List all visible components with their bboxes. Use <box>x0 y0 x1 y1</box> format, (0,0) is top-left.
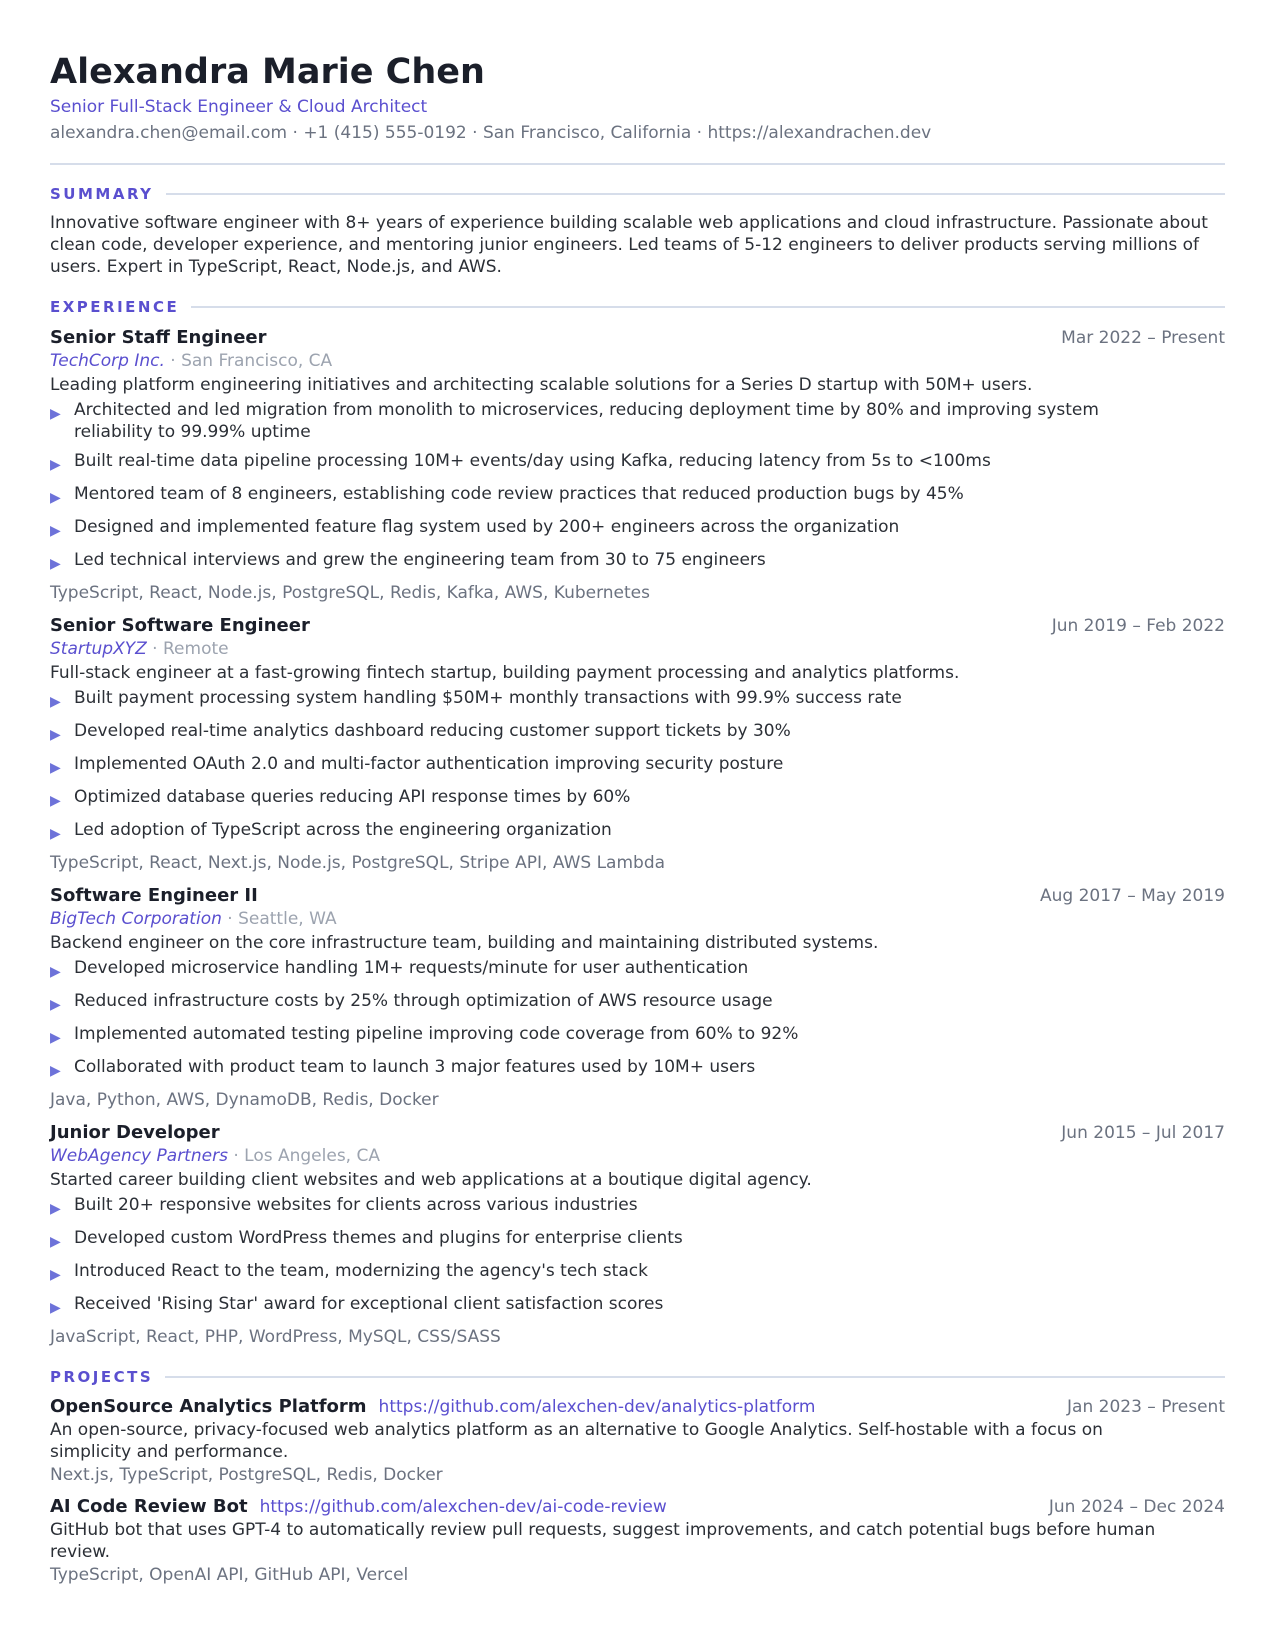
achievement-item <box>50 483 1225 509</box>
job-dates: Jun 2019 – Feb 2022 <box>1051 616 1225 636</box>
triangle-right-icon: ▶ <box>50 1300 61 1316</box>
job-title: Software Engineer II <box>50 885 258 906</box>
job-dates: Aug 2017 – May 2019 <box>1040 886 1225 906</box>
header-divider <box>50 163 1225 165</box>
achievement-text: Introduced React to the team, modernizing the agency's tech stack <box>74 1261 648 1281</box>
triangle-right-icon: ▶ <box>50 556 61 572</box>
achievement-list <box>50 687 1225 845</box>
company-name: WebAgency Partners <box>50 1146 228 1166</box>
achievement-item <box>50 1227 1225 1253</box>
job-dates: Jun 2015 – Jul 2017 <box>1061 1123 1225 1143</box>
achievement-item <box>50 819 1225 845</box>
achievement-list <box>50 957 1225 1082</box>
job-title: Senior Software Engineer <box>50 615 310 636</box>
job-header <box>50 614 1225 638</box>
project-name: OpenSource Analytics Platform <box>50 1396 367 1417</box>
project-description: An open-source, privacy-focused web analytics platform as an alternative to Google Analytics. Self-hostable with a focus on simplicity and performance. <box>50 1420 1103 1462</box>
company-name: StartupXYZ <box>50 639 147 659</box>
project-entry <box>50 1495 1225 1586</box>
project-dates: Jan 2023 – Present <box>1067 1397 1225 1417</box>
achievement-item <box>50 786 1225 812</box>
achievement-list <box>50 1194 1225 1319</box>
experience-section-header <box>50 298 1225 316</box>
tech-stack: TypeScript, React, Node.js, PostgreSQL, Redis, Kafka, AWS, Kubernetes <box>50 583 650 603</box>
separator-dot: · <box>227 1146 245 1166</box>
achievement-text: Collaborated with product team to launch 3 major features used by 10M+ users <box>74 1057 756 1077</box>
achievement-text: Mentored team of 8 engineers, establishing code review practices that reduced production bugs by 45% <box>74 484 964 504</box>
tech-stack: TypeScript, React, Next.js, Node.js, PostgreSQL, Stripe API, AWS Lambda <box>50 853 666 873</box>
project-title-group <box>50 1495 667 1519</box>
section-title-summary: SUMMARY <box>50 185 154 203</box>
job-header <box>50 884 1225 908</box>
triangle-right-icon: ▶ <box>50 1267 61 1283</box>
project-header <box>50 1495 1225 1519</box>
job-location: San Francisco, CA <box>181 351 333 371</box>
triangle-right-icon: ▶ <box>50 1234 61 1250</box>
job-description: Backend engineer on the core infrastructure team, building and maintaining distributed systems. <box>50 933 879 953</box>
projects-list <box>50 1395 1225 1586</box>
achievement-text: Led technical interviews and grew the engineering team from 30 to 75 engineers <box>74 550 766 570</box>
triangle-right-icon: ▶ <box>50 694 61 710</box>
achievement-item <box>50 516 1225 542</box>
achievement-text: Developed microservice handling 1M+ requests/minute for user authentication <box>74 958 749 978</box>
tech-stack: Java, Python, AWS, DynamoDB, Redis, Docker <box>50 1090 439 1110</box>
achievement-text: Architected and led migration from monolith to microservices, reducing deployment time by 80% and improving system reliability to 99.99% uptime <box>74 400 1099 442</box>
separator-dot: · <box>164 351 182 371</box>
job-entry <box>50 884 1225 1111</box>
job-title: Junior Developer <box>50 1122 220 1143</box>
section-divider <box>166 193 1225 195</box>
triangle-right-icon: ▶ <box>50 760 61 776</box>
achievement-text: Developed custom WordPress themes and plugins for enterprise clients <box>74 1228 683 1248</box>
triangle-right-icon: ▶ <box>50 523 61 539</box>
candidate-role: Senior Full-Stack Engineer & Cloud Architect <box>50 97 428 117</box>
section-divider <box>191 306 1225 308</box>
achievement-text: Built real-time data pipeline processing 10M+ events/day using Kafka, reducing latency from 5s to <100ms <box>74 451 991 471</box>
triangle-right-icon: ▶ <box>50 1201 61 1217</box>
summary-text: Innovative software engineer with 8+ years of experience building scalable web applications and cloud infrastructure. Passionate about clean code, developer experience, and mentoring junior engineers. Led teams of 5-12 engineers to deliver products serving millions of users. Expert in TypeScript, React, Node.js, and AWS. <box>50 213 1208 277</box>
project-entry <box>50 1395 1225 1486</box>
project-name: AI Code Review Bot <box>50 1496 248 1517</box>
separator-dot: · <box>146 639 163 659</box>
triangle-right-icon: ▶ <box>50 727 61 743</box>
job-description: Leading platform engineering initiatives and architecting scalable solutions for a Series D startup with 50M+ users. <box>50 375 1033 395</box>
achievement-item <box>50 957 1225 983</box>
project-link[interactable]: https://github.com/alexchen-dev/analytics-platform <box>378 1397 816 1417</box>
triangle-right-icon: ▶ <box>50 793 61 809</box>
projects-section-header <box>50 1368 1225 1386</box>
project-description: GitHub bot that uses GPT-4 to automatically review pull requests, suggest improvements, and catch potential bugs before human review. <box>50 1520 1156 1562</box>
achievement-text: Implemented OAuth 2.0 and multi-factor authentication improving security posture <box>74 754 784 774</box>
project-title-group <box>50 1395 815 1419</box>
achievement-item <box>50 1194 1225 1220</box>
summary-section-header <box>50 185 1225 203</box>
triangle-right-icon: ▶ <box>50 1063 61 1079</box>
achievement-text: Led adoption of TypeScript across the engineering organization <box>74 820 612 840</box>
triangle-right-icon: ▶ <box>50 1030 61 1046</box>
section-divider <box>165 1376 1225 1378</box>
achievement-item <box>50 720 1225 746</box>
job-org-line <box>50 1145 1225 1167</box>
achievement-item <box>50 549 1225 575</box>
project-dates: Jun 2024 – Dec 2024 <box>1048 1497 1225 1517</box>
separator-dot: · <box>221 909 239 929</box>
job-description: Full-stack engineer at a fast-growing fintech startup, building payment processing and analytics platforms. <box>50 663 960 683</box>
achievement-item <box>50 399 1225 443</box>
company-name: TechCorp Inc. <box>50 351 165 371</box>
achievement-text: Implemented automated testing pipeline improving code coverage from 60% to 92% <box>74 1024 799 1044</box>
achievement-text: Designed and implemented feature flag system used by 200+ engineers across the organization <box>74 517 900 537</box>
achievement-item <box>50 687 1225 713</box>
achievement-text: Reduced infrastructure costs by 25% through optimization of AWS resource usage <box>74 991 773 1011</box>
achievement-text: Built payment processing system handling $50M+ monthly transactions with 99.9% success rate <box>74 688 902 708</box>
achievement-list <box>50 399 1225 575</box>
achievement-text: Optimized database queries reducing API response times by 60% <box>74 787 631 807</box>
achievement-item <box>50 1260 1225 1286</box>
job-location: Los Angeles, CA <box>244 1146 380 1166</box>
job-title: Senior Staff Engineer <box>50 327 267 348</box>
job-org-line <box>50 638 1225 660</box>
job-description: Started career building client websites and web applications at a boutique digital agency. <box>50 1170 812 1190</box>
achievement-item <box>50 1293 1225 1319</box>
triangle-right-icon: ▶ <box>50 490 61 506</box>
achievement-text: Built 20+ responsive websites for clients across various industries <box>74 1195 638 1215</box>
project-header <box>50 1395 1225 1419</box>
job-entry <box>50 1121 1225 1348</box>
triangle-right-icon: ▶ <box>50 457 61 473</box>
job-location: Remote <box>163 639 229 659</box>
job-header <box>50 326 1225 350</box>
candidate-name: Alexandra Marie Chen <box>50 52 485 92</box>
job-header <box>50 1121 1225 1145</box>
achievement-item <box>50 450 1225 476</box>
triangle-right-icon: ▶ <box>50 997 61 1013</box>
triangle-right-icon: ▶ <box>50 826 61 842</box>
company-name: BigTech Corporation <box>50 909 222 929</box>
achievement-item <box>50 753 1225 779</box>
contact-line: alexandra.chen@email.com · +1 (415) 555-0192 · San Francisco, California · https://alexandrachen.dev <box>50 123 932 143</box>
job-entry <box>50 614 1225 874</box>
triangle-right-icon: ▶ <box>50 406 61 422</box>
tech-stack: Next.js, TypeScript, PostgreSQL, Redis, Docker <box>50 1465 443 1485</box>
achievement-text: Developed real-time analytics dashboard reducing customer support tickets by 30% <box>74 721 791 741</box>
section-title-experience: EXPERIENCE <box>50 298 180 316</box>
job-entry <box>50 326 1225 604</box>
job-dates: Mar 2022 – Present <box>1061 328 1225 348</box>
achievement-item <box>50 1056 1225 1082</box>
achievement-item <box>50 990 1225 1016</box>
triangle-right-icon: ▶ <box>50 964 61 980</box>
job-org-line <box>50 908 1225 930</box>
job-org-line <box>50 350 1225 372</box>
tech-stack: TypeScript, OpenAI API, GitHub API, Vercel <box>50 1565 409 1585</box>
job-location: Seattle, WA <box>238 909 337 929</box>
achievement-text: Received 'Rising Star' award for exceptional client satisfaction scores <box>74 1294 664 1314</box>
achievement-item <box>50 1023 1225 1049</box>
tech-stack: JavaScript, React, PHP, WordPress, MySQL, CSS/SASS <box>50 1327 501 1347</box>
experience-list <box>50 326 1225 1348</box>
project-link[interactable]: https://github.com/alexchen-dev/ai-code-review <box>259 1497 667 1517</box>
section-title-projects: PROJECTS <box>50 1368 154 1386</box>
